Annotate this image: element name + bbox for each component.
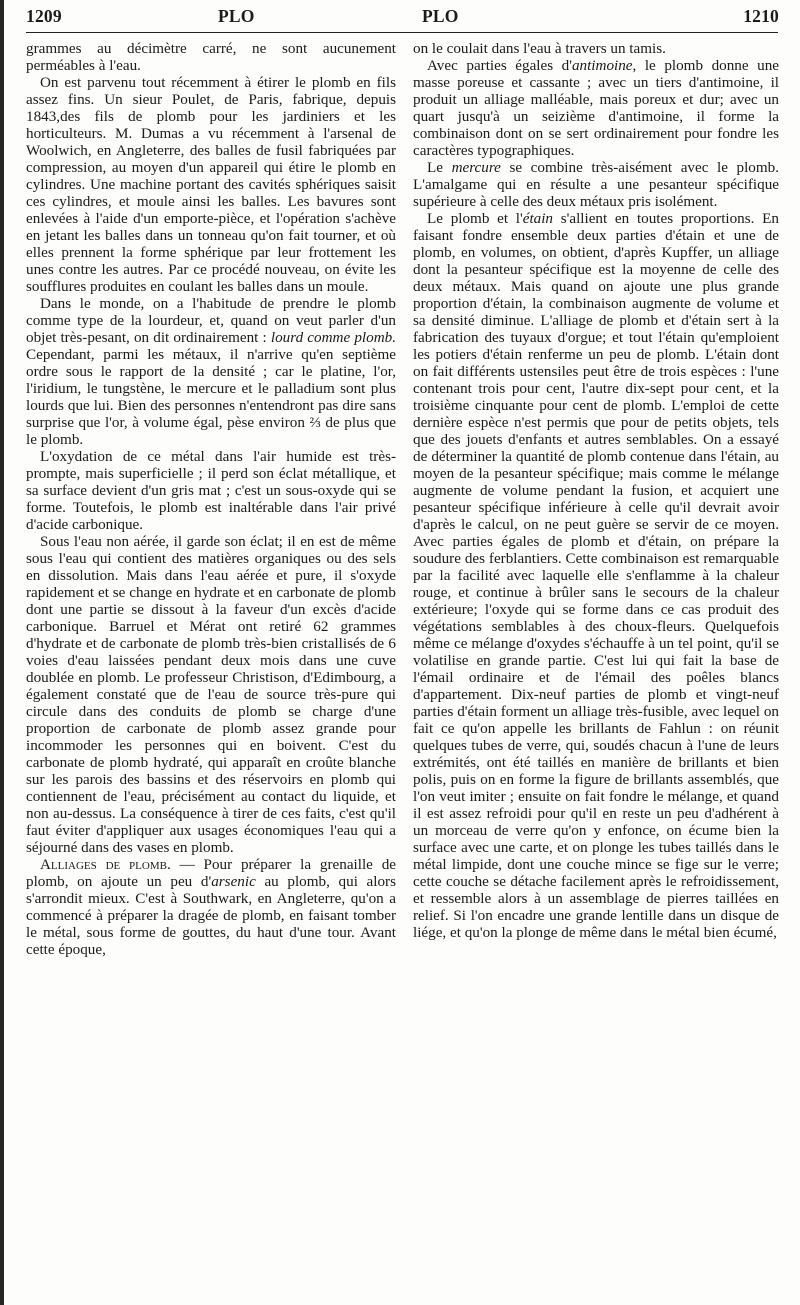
paragraph-text: — Pour préparer la grenaille de plomb, on ajoute un peu d': [26, 856, 396, 890]
paragraph-text: Cependant, parmi les métaux, il n'arrive qu'en septième ordre sous le rapport de la densité ; car le platine, l'or, l'iridium, le tungstène, le mercure et le palladium sont plus lourds que lui. Bien des personnes n'entendront pas dire sans surprise que l'or, à volume égal, pèse environ ⅔ de plus que le plomb.: [26, 346, 396, 448]
paragraph-text: au plomb, qui alors s'arrondit mieux. C'est à Southwark, en Angleterre, qu'on a commencé à préparer la dragée de plomb, en faisant tomber le métal, sous forme de gouttes, du haut d'une tour. Avant cette époque,: [26, 873, 396, 958]
italic-term: arsenic: [211, 873, 256, 890]
section-heading: Alliages de plomb.: [40, 856, 171, 873]
left-running-word: PLO: [218, 6, 255, 26]
paragraph-text: , le plomb donne une masse poreuse et cassante ; avec un tiers d'antimoine, il produit un alliage malléable, mais poreux et dur; avec un quart jusqu'à un seizième d'antimoine, il forme la combinaison dont on se sert ordinairement pour fondre les caractères typographiques.: [413, 57, 779, 159]
paragraph: Sous l'eau non aérée, il garde son éclat; il en est de même sous l'eau qui contient des matières organiques ou des sels en dissolution. Mais dans l'eau aérée et pure, il s'oxyde rapidement et se change en hydrate et en carbonate de plomb dont une partie se dissout à la faveur d'un excès d'acide carbonique. Barruel et Mérat ont retiré 62 grammes d'hydrate et de carbonate de plomb très-bien cristallisés de 6 voies d'eau laissées pendant deux mois dans une cuve doublée en plomb. Le professeur Christison, d'Edimbourg, a également constaté que de l'eau de source très-pure qui circule dans des conduits de plomb se charge d'une proportion de carbonate de plomb assez grande pour incommoder les personnes qui en boivent. C'est du carbonate de plomb hydraté, qui apparaît en croûte blanche sur les parois des bassins et des réservoirs en plomb qui contiennent de l'eau, précisément au contact du liquide, et non au-dessus. La conséquence à tirer de ces faits, c'est qu'il faut éviter d'appliquer aux usages économiques l'eau qui a séjourné dans des vases en plomb.: [26, 533, 396, 856]
italic-term: antimoine: [571, 57, 633, 74]
paragraph-text: Avec parties égales d': [427, 57, 572, 74]
right-running-word: PLO: [422, 6, 459, 26]
paragraph-text: se combine très-aisément avec le plomb. L'amalgame qui en résulte a une pesanteur spécifique supérieure à celle des deux métaux pris isolément.: [413, 159, 779, 210]
italic-term: étain: [522, 210, 553, 227]
header-rule: [26, 32, 778, 33]
paragraph: On est parvenu tout récemment à étirer le plomb en fils assez fins. Un sieur Poulet, de Paris, fabrique, depuis 1843,des fils de plomb pour les jardiniers et les horticulteurs. M. Dumas a vu récemment à l'arsenal de Woolwich, en Angleterre, des balles de fusil fabriquées par compression, au moyen d'un appareil qui étire le plomb en cylindres. Une machine portant des cavités sphériques saisit ces cylindres, et moule ainsi les balles. Les bavures sont enlevées à l'aide d'un emporte-pièce, et l'opération s'achève en jetant les balles dans un tonneau qu'on fait tourner, et où elles prennent la forme sphérique par leur frottement les unes contre les autres. Par ce procédé nouveau, on évite les soufflures produites en coulant les balles dans un moule.: [26, 74, 396, 295]
left-column: [26, 40, 396, 958]
paragraph: grammes au décimètre carré, ne sont aucunement perméables à l'eau.: [26, 40, 396, 74]
paragraph: on le coulait dans l'eau à travers un tamis.: [413, 40, 666, 57]
paragraph-text: Le: [427, 159, 452, 176]
right-column: [413, 40, 779, 941]
paragraph: [413, 159, 779, 210]
paragraph: [413, 57, 779, 159]
paragraph-text: Le plomb et l': [427, 210, 523, 227]
paragraph-text: Dans le monde, on a l'habitude de prendre le plomb comme type de la lourdeur, et, quand on veut parler d'un objet très-pesant, on dit ordinairement :: [26, 295, 396, 346]
left-running-head: [26, 2, 396, 30]
paragraph-text: s'allient en toutes proportions. En faisant fondre ensemble deux parties d'étain et une de plomb, en volumes, on obtient, d'après Kupffer, un alliage dont la pesanteur spécifique est la moyenne de celle des deux métaux. Mais quand on ajoute une plus grande proportion d'étain, la combinaison augmente de volume et sa densité diminue. L'alliage de plomb et d'étain sert à la fabrication des tuyaux d'orgue; et tout l'étain qu'emploient les potiers d'étain renferme un peu de plomb. L'étain dont on fait différents ustensiles peut être de trois espèces : l'une contenant trois pour cent, l'autre dix-sept pour cent, et la troisième cinquante pour cent de plomb. L'emploi de cette dernière espèce n'est permis que pour de petits objets, tels que des jouets d'enfants et autres semblables. On a essayé de déterminer la quantité de plomb contenue dans l'étain, au moyen de la pesanteur spécifique; mais comme le mélange augmente de volume pendant la fusion, et acquiert une pesanteur spécifique inférieure à celle qu'il devrait avoir d'après le calcul, on ne peut guère se servir de ce moyen. Avec parties égales de plomb et d'étain, on prépare la soudure des ferblantiers. Cette combinaison est remarquable par la facilité avec laquelle elle s'enflamme à la chaleur rouge, et continue à brûler sans le secours de la chaleur extérieure; l'oxyde qui se forme dans ce cas produit des végétations semblables à des choux-fleurs. Quelquefois même ce mélange d'oxydes s'échauffe à un tel point, qu'il se volatilise en grande partie. C'est lui qui fait la base de l'émail ordinaire et de l'émail des poêles blancs d'appartement. Dix-neuf parties de plomb et vingt-neuf parties d'étain forment un alliage très-fusible, avec lequel on fait ce qu'on appelle les brillants de Fahlun : on réunit quelques tubes de verre, qui, soudés chacun à l'une de leurs extrémités, ont été taillés en manière de brillants et bien polis, puis on en forme la figure de brillants assemblés, que l'on veut imiter ; ensuite on fait fondre le mélange, et quand il est assez refroidi pour qu'il en reste un peu d'adhérent à un morceau de verre qu'on y enfonce, on écume bien la surface avec une carte, et on plonge les tubes taillés dans le métal limpide, dont une couche mince se fige sur le verre; cette couche se détache facilement après le refroidissement, et ressemble alors à un assemblage de pierres taillées en relief. Si l'on encadre une grande lentille dans un disque de liége, et qu'on la plonge de même dans le métal bien écumé,: [413, 210, 779, 941]
paragraph: [413, 210, 779, 941]
binding-edge: [0, 0, 4, 1305]
left-page-number: 1209: [26, 6, 62, 26]
paragraph: [26, 295, 396, 448]
italic-term: mercure: [451, 159, 501, 176]
paragraph: L'oxydation de ce métal dans l'air humide est très-prompte, mais superficielle ; il perd son éclat métallique, et sa surface devient d'un gris mat ; c'est un sous-oxyde qui se forme. Toutefois, le plomb est inaltérable dans l'air privé d'acide carbonique.: [26, 448, 396, 533]
right-running-head: [413, 2, 779, 30]
italic-phrase: lourd comme plomb.: [270, 329, 396, 346]
right-page-number: 1210: [743, 6, 779, 26]
paragraph: [26, 856, 396, 958]
